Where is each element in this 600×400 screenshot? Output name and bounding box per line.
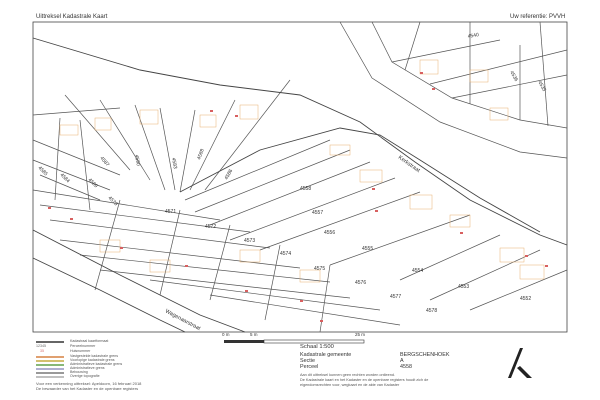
north-block xyxy=(340,22,567,158)
reference-label: Uw referentie: PVVH xyxy=(510,14,566,20)
disclaimer-line-2: De Kadastrale kaart en het Kadaster en de openbare registers houdt zich de xyxy=(300,378,429,382)
parcel-label[interactable]: 4576 xyxy=(355,280,367,286)
legend-symbol xyxy=(36,368,64,370)
parcel-label[interactable]: 4586 xyxy=(223,168,235,181)
parcel-label[interactable]: 4587 xyxy=(98,155,111,168)
legend-label: Kadastraal kaartformaat xyxy=(70,339,109,343)
scale-tick-0: 0 m xyxy=(222,332,230,337)
perceel-value: 4558 xyxy=(400,364,412,370)
scale-label: Schaal 1:500 xyxy=(300,344,334,350)
street-name-north: Kerkstraat xyxy=(396,154,421,175)
parcel-label[interactable]: 4590 xyxy=(133,154,141,167)
parcel-label[interactable]: 4555 xyxy=(362,246,374,252)
parcel-label[interactable]: 4588 xyxy=(196,148,206,161)
footnote-line-2: De bewaarder van het Kadaster en de openbare registers xyxy=(36,386,139,391)
parcel-label[interactable]: 4536 xyxy=(508,70,520,83)
legend-symbol xyxy=(36,360,64,362)
house-number-markers xyxy=(48,72,548,322)
street-name-south: Wagenaarstraat xyxy=(164,308,202,333)
legend-symbol xyxy=(36,356,64,358)
parcel-label[interactable]: 4584 xyxy=(58,172,71,185)
header-title: Uittreksel Kadastrale Kaart xyxy=(36,14,108,20)
parcel-label[interactable]: 4556 xyxy=(324,230,336,236)
parcel-label[interactable]: 4558 xyxy=(300,186,312,192)
parcel-label[interactable]: 4552 xyxy=(520,296,532,302)
legend-symbol xyxy=(36,341,64,343)
parcel-label[interactable]: 4577 xyxy=(390,294,402,300)
gemeente-label: Kadastrale gemeente xyxy=(300,352,352,358)
parcel-label[interactable]: 4583 xyxy=(170,157,178,170)
sectie-label: Sectie xyxy=(300,358,315,364)
perceel-label: Perceel xyxy=(300,364,319,370)
disclaimer-line-1: Aan dit uittreksel kunnen geen rechten worden ontleend. xyxy=(300,373,395,377)
parcel-label[interactable]: 4585 xyxy=(36,165,49,178)
legend-number: 12345 xyxy=(36,344,46,348)
upper-left-parcels xyxy=(33,80,290,210)
legend-label: Voorlopige kadastrale grens xyxy=(70,358,115,362)
parcel-label[interactable]: 4571 xyxy=(165,209,177,215)
legend-label: Administratieve grens xyxy=(70,366,105,370)
parcel-label[interactable]: 4573 xyxy=(244,238,256,244)
sectie-value: A xyxy=(400,358,404,364)
legend-label: Administratieve kadastrale grens xyxy=(70,362,123,366)
legend-number: 35 xyxy=(40,349,44,353)
scale-bar xyxy=(224,340,364,343)
legend-symbol xyxy=(36,364,64,366)
parcel-label[interactable]: 4553 xyxy=(458,284,470,290)
parcel-label[interactable]: 4535 xyxy=(536,80,548,93)
parcel-label[interactable]: 4554 xyxy=(412,268,424,274)
gemeente-value: BERGSCHENHOEK xyxy=(400,352,450,358)
parcel-label[interactable]: 4578 xyxy=(426,308,438,314)
parcel-label[interactable]: 4589 xyxy=(86,177,99,190)
legend-label: Overige topografie xyxy=(70,374,100,378)
lower-left-parcels xyxy=(33,190,400,332)
legend-label: Perceelnummer xyxy=(70,344,96,348)
legend-label: Bebouwing xyxy=(70,370,88,374)
parcel-label[interactable]: 4574 xyxy=(280,251,292,257)
parcel-label[interactable]: 4540 xyxy=(467,32,480,40)
legend-symbol xyxy=(36,372,64,374)
disclaimer-line-3: eigendomsrechten voor, wegkaart en de akte van Kadaster xyxy=(300,383,400,387)
parcel-label[interactable]: 4572 xyxy=(205,224,217,230)
parcel-label[interactable]: 4570 xyxy=(106,195,119,208)
legend-label: Huisnummer xyxy=(70,349,91,353)
scale-tick-25: 25 m xyxy=(355,332,366,337)
legend-symbol xyxy=(36,376,64,378)
parcel-label[interactable]: 4557 xyxy=(312,210,324,216)
map-frame xyxy=(33,22,567,332)
legend-label: Vastgestelde kadastrale grens xyxy=(70,354,119,358)
wagenaarstraat-road xyxy=(33,230,245,332)
kadaster-logo-icon xyxy=(502,344,538,380)
footnote-line-1: Voor een verkenning uittreksel: Apeldoorn, 16 februari 2018 xyxy=(36,381,142,386)
middle-parcels xyxy=(185,140,567,310)
scale-tick-5: 5 m xyxy=(250,332,258,337)
parcel-label[interactable]: 4575 xyxy=(314,266,326,272)
